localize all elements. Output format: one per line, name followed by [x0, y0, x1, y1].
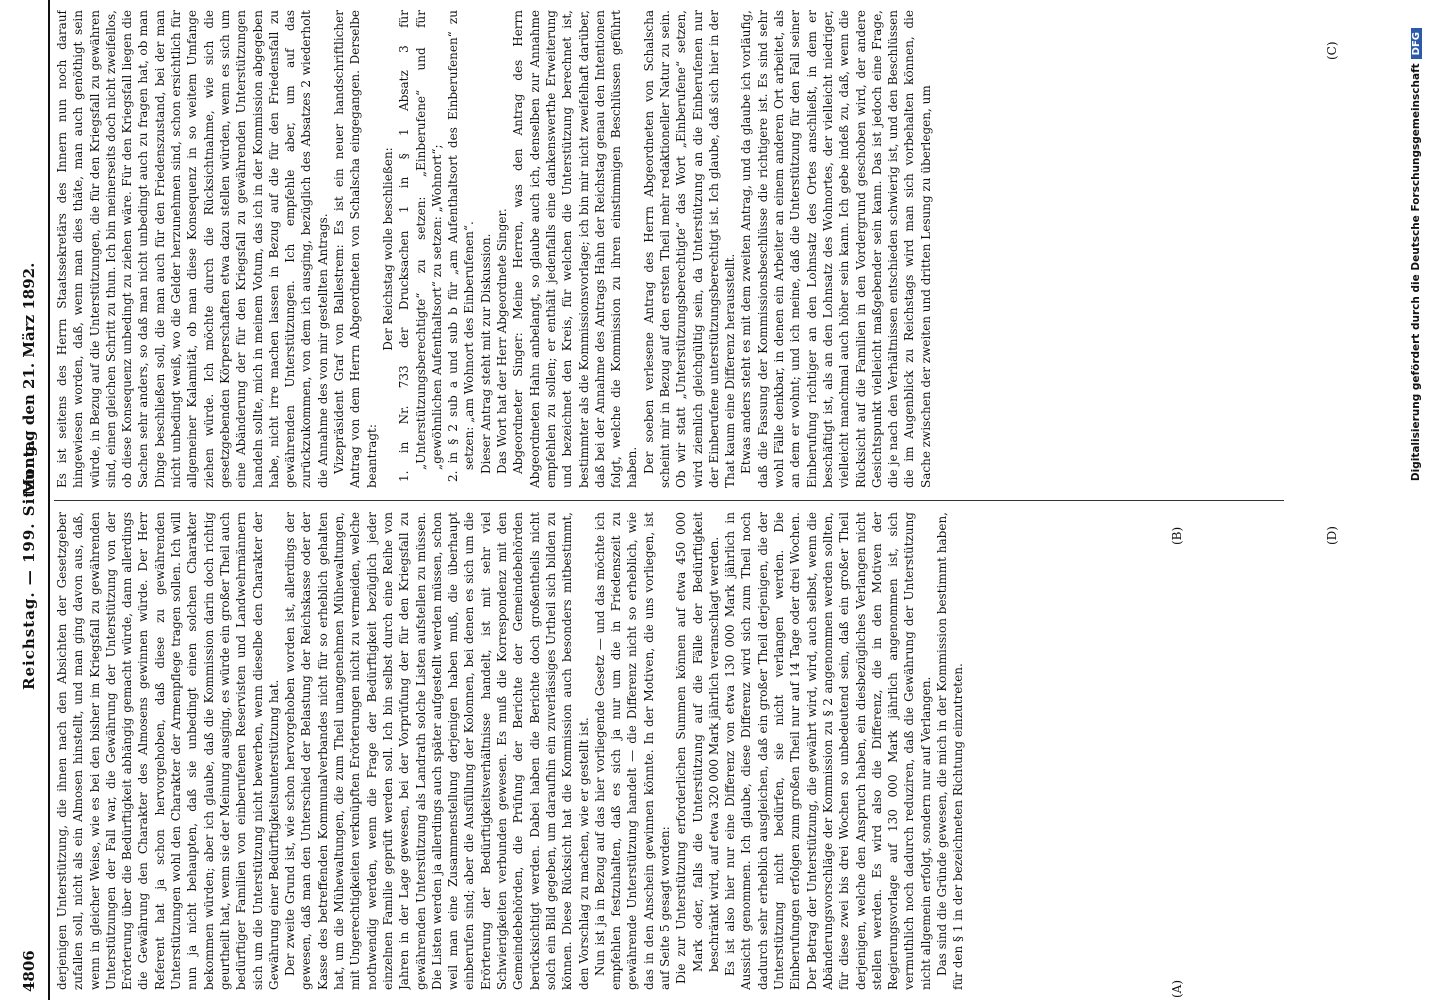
header-rule	[48, 0, 50, 1000]
credit-text: Digitalisierung gefördert durch die Deutsche Forschungsgemeinschaft	[1410, 63, 1422, 482]
paragraph: Der soeben verlesene Antrag des Herrn Abgeordneten von Schalscha scheint mir in Bezug auf den ersten Theil mehr redaktioneller Natur zu sein. Ob wir statt „Unterstützungsberechtigte“ das Wort „Einberufene“ setzen, wird ziemlich gleichgültig sein, da Unterstützung an die Einberufenen nur der Einberufene unterstützungsberechtigt ist. Ich glaube, daß sich hier in der That kaum eine Differenz herausstellt.	[641, 10, 738, 488]
motion-heading: Der Reichstag wolle beschließen:	[380, 147, 395, 351]
text-column-left	[54, 512, 1284, 990]
paragraph: derjenigen Unterstützung, die ihnen nach den Absichten der Gesetzgeber zufallen soll, nicht als ein Almosen hinstellt, und man ging davon aus, daß, wenn in gleicher Weise, wie es bei den bisher im Kriegsfall zu gewährenden Unterstützungen der Fall war, die Gewährung der Unterstützung von der Erörterung über die Bedürftigkeit abhängig gemacht würde, dann allerdings die Gewährung den Charakter des Almosens gewinnen würde. Der Herr Referent hat ja schon hervorgehoben, daß diese zu gewährenden Unterstützungen wohl den Charakter der Armenpflege tragen sollen. Ich will nun ja nicht behaupten, daß sie unbedingt einen solchen Charakter bekommen würden; aber ich glaube, daß die Kommission darin doch richtig geurtheilt hat, wenn sie der Meinung ausging, es würde ein großer Theil auch bedürftiger Familien von einberufenen Reservisten und Landwehrmännern sich um die Unterstützung nicht bewerben, wenn dieselbe den Charakter der Gewährung einer Bedürftigkeitsunterstützung hat.	[55, 512, 281, 990]
column-divider	[54, 500, 1284, 501]
margin-marker-a: (A)	[1170, 979, 1184, 998]
paragraph: Der zweite Grund ist, wie schon hervorgehoben worden ist, allerdings der gewesen, daß man den Unterschied der Belastung der Reichskasse oder der Kasse des betreffenden Kommunalverbandes nicht für so erheblich gehalten hat, um die Mühewaltungen, die zum Theil unangenehmen Mühewaltungen, mit Ungerechtigkeiten verknüpften Erörterungen nicht zu vermeiden, welche nothwendig werden, wenn die Frage der Bedürftigkeit bezüglich jeder einzelnen Familie geprüft werden soll. Ich bin selbst durch eine Reihe von Jahren in der Lage gewesen, bei der Vorprüfung der für den Kriegsfall zu gewährenden Unterstützung als Landrath solche Listen aufstellen zu müssen. Die Listen werden ja allerdings auch später aufgestellt werden müssen, schon weil man eine Zusammenstellung derjenigen haben muß, die überhaupt einberufen sind; aber die Ausfüllung der Kolonnen, bei denen es sich um die Erörterung der Bedürftigkeitsverhältnisse handelt, ist mit sehr viel Schwierigkeiten verbunden gewesen. Es muß die Korrespondenz mit den Gemeindebehörden, die Prüfung der Berichte der Gemeindebehörden berücksichtigt werden. Dabei haben die Berichte doch großentheils nicht solch ein Bild gegeben, um daraufhin ein zuverlässiges Urtheil sich bilden zu können. Diese Rücksicht hat die Kommission auch besonders mitbestimmt, den Vorschlag zu machen, wie er gestellt ist.	[283, 512, 591, 990]
motion-item: 1. in Nr. 733 der Drucksachen 1 in § 1 Absatz 3 für „Unterstützungsberechtigte“ zu setzen: „Einberufene“ und für „gewöhnlichen Aufenthaltsort“ zu setzen: „Wohnort“;	[397, 10, 444, 482]
quotation: Die zur Unterstützung erforderlichen Summen können auf etwa 450 000 Mark oder, falls die Unterstützung auf die Fälle der Bedürftigkeit beschränkt wird, auf etwa 320 000 Mark jährlich veranschlagt werden.	[674, 512, 721, 984]
paragraph: Es ist seitens des Herrn Staatssekretärs des Innern nun noch darauf hingewiesen worden, daß, wenn man dies thäte, man auch genöthigt sein würde, in Bezug auf die Unterstützungen, die für den Kriegsfall zu gewähren sind, einen gleichen Schritt zu thun. Ich bin meinerseits doch nicht zweifellos, ob diese Konsequenz unbedingt zu ziehen wäre. Für den Kriegsfall liegen die Sachen sehr anders, so daß man nicht unbedingt auch zu fragen hat, ob man Dinge beschließen soll, die man auch für den Friedenszustand, bei der man nicht unbedingt weiß, wo die Gelder herzunehmen sind, schon ersichtlich für allgemeiner Kalamität, ob man diese Konsequenz in so weitem Umfange ziehen würde. Ich möchte durch die Rücksichtnahme, wie sich die gesetzgebenden Körperschaften etwa dazu stellen würden, wenn es sich um eine Abänderung der für den Kriegsfall zu gewährenden Unterstützungen handeln sollte, mich in meinem Votum, das ich in der Kommission abgegeben habe, nicht irre machen lassen in Bezug auf die für den Friedensfall zu gewährenden Unterstützungen. Ich empfehle aber, um auf das zurückzukommen, von dem ich ausging, bezüglich des Absatzes 2 wiederholt die Annahme des von mir gestellten Antrags.	[55, 10, 330, 488]
paragraph: Das Wort hat der Herr Abgeordnete Singer.	[495, 208, 510, 474]
paragraph: Es ist also hier nur eine Differenz von etwa 130 000 Mark jährlich in Aussicht genommen. Ich glaube, diese Differenz wird sich zum Theil noch dadurch sehr erheblich ausgleichen, daß ein großer Theil derjenigen, die der Unterstützung nicht bedürfen, sie nicht verlangen werden. Die Einberufungen erfolgen zum großen Theil nur auf 14 Tage oder drei Wochen. Der Betrag der Unterstützung, die gewährt wird, wird, auch selbst, wenn die Abänderungsvorschläge der Kommission zu § 2 angenommen werden sollten, für diese zwei bis drei Wochen so unbedeutend sein, daß ein großer Theil derjenigen, welche den Anspruch haben, ein diesbezügliches Verlangen nicht stellen werden. Es wird also die Differenz, die in den Motiven der Regierungsvorlage auf 130 000 Mark jährlich angenommen ist, sich vermuthlich noch dadurch reduziren, daß die Gewährung der Unterstützung nicht allgemein erfolgt, sondern nur auf Verlangen.	[723, 512, 933, 990]
paragraph: Vizepräsident Graf von Ballestrem: Es ist ein neuer handschriftlicher Antrag von dem Herrn Abgeordneten von Schalscha eingegangen. Derselbe beantragt:	[332, 10, 379, 488]
paragraph: Nun ist ja in Bezug auf das hier vorliegende Gesetz — und das möchte ich empfehlen festzuhalten, daß es sich ja nur um die in Friedenszeit zu gewährende Unterstützung handelt — die Differenz nicht so erheblich, wie das in den Anschein gewinnen könnte. In der Motiven, die uns vorliegen, ist auf Seite 5 gesagt worden:	[592, 512, 672, 990]
margin-marker-b: (B)	[1170, 526, 1184, 545]
session-title: Reichstag. — 199. Sitzung.	[20, 438, 38, 690]
margin-marker-d: (D)	[1325, 526, 1339, 545]
text-column-right	[54, 10, 1284, 488]
dfg-logo: DFG	[1411, 28, 1422, 59]
margin-marker-c: (C)	[1325, 41, 1339, 60]
paragraph: Abgeordneter Singer: Meine Herren, was den Antrag des Herrn Abgeordneten Hahn anbelangt, so glaube auch ich, denselben zur Annahme empfehlen zu sollen; er enthält jedenfalls eine dankenswerthe Erweiterung und bezeichnet den Kreis, für welchen die Unterstützung berechnet ist, bestimmter als die Kommissionsvorlage; ich bin mir nicht zweifelhaft darüber, daß bei der Annahme des Antrags Hahn der Reichstag genau den Intentionen folgt, welche die Kommission zu ihren einstimmigen Beschlüssen geführt haben.	[511, 10, 640, 488]
paragraph: Dieser Antrag steht mit zur Diskussion.	[478, 233, 493, 474]
page-number: 4806	[20, 950, 38, 992]
digitization-credit	[1410, 28, 1428, 988]
paragraph: Etwas anders steht es mit dem zweiten Antrag, und da glaube ich vorläufig, daß die Fassung der Kommissionsbeschlüsse die richtigere ist. Es sind sehr wohl Fälle denkbar, in denen ein Arbeiter an einem anderen Ort arbeitet, als an dem er wohnt; und ich meine, daß die Unterstützung für den Fall seiner Einberufung richtiger an den Lohnsatz des Ortes anschließt, in dem er beschäftigt ist, als an den Lohnsatz des Wohnortes, der vielleicht niedriger, vielleicht manchmal auch höher sein kann. Ich gebe indeß zu, daß, wenn die Rücksicht auf die Familien in den Vordergrund geschoben wird, der andere Gesichtspunkt vielleicht maßgebender sein kann. Das ist jedoch eine Frage, die je nach den Verhältnissen entschieden schwierig ist, und den Beschlüssen die im Augenblick zu Reichstags wird man sich vorbehalten können, die Sache zwischen der zweiten und dritten Lesung zu überlegen, um	[739, 10, 933, 488]
paragraph: Das sind die Gründe gewesen, die mich in der Kommission bestimmt haben, für den § 1 in der bezeichneten Richtung einzutreten.	[935, 512, 966, 990]
session-date: Montag den 21. März 1892.	[20, 262, 38, 495]
running-header	[14, 0, 50, 1000]
motion-item: 2. in § 2 sub a und sub b für „am Aufenthaltsort des Einberufenen“ zu setzen: „am Wohnort des Einberufenen“.	[446, 10, 477, 482]
